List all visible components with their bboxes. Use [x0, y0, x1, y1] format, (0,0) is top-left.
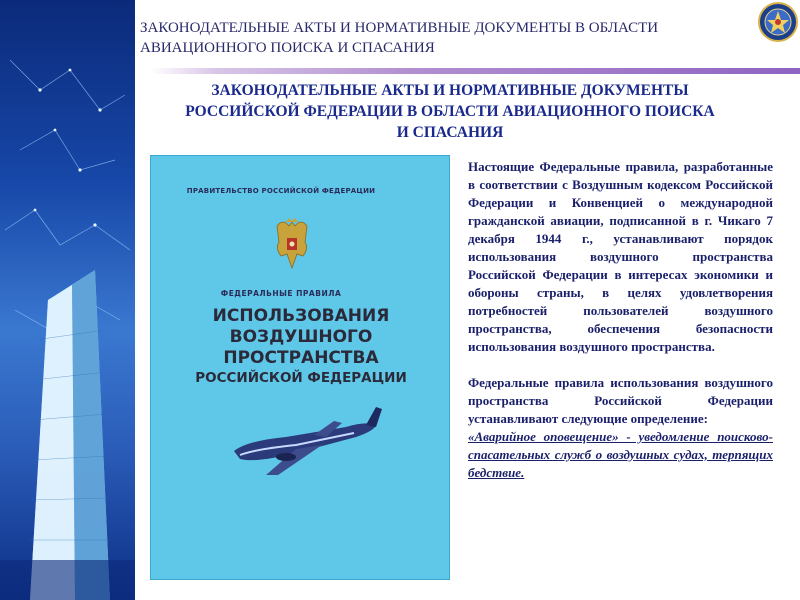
page-title-line3: И СПАСАНИЯ	[396, 124, 504, 141]
skyscraper-illustration	[0, 0, 135, 600]
book-title-line4: РОССИЙСКОЙ ФЕДЕРАЦИИ	[195, 370, 407, 386]
header-title-line2: АВИАЦИОННОГО ПОИСКА И СПАСАНИЯ	[140, 40, 435, 56]
airplane-icon	[226, 401, 386, 481]
body-text	[468, 158, 773, 500]
body-paragraph-1: Настоящие Федеральные правила, разработанные в соответствии с Воздушным кодексом Российской Федерации и Конвенцией о международной гражданской авиации, подписанной в г. Чикаго 7 декабря 1944 г., устанавливают порядок использования воздушного пространства Российской Федерации в интересах экономики и обороны страны, в целях удовлетворения потребностей пользователей воздушного пространства, обеспечения безопасности использования воздушного пространства.	[468, 159, 773, 354]
book-title-line2: ВОЗДУШНОГО	[229, 327, 373, 347]
header-title	[140, 18, 740, 58]
definition-text: «Аварийное оповещение» - уведомление поисково-спасательных служб о воздушных судах, терпящих бедствие.	[468, 429, 773, 480]
book-title-line1: ИСПОЛЬЗОВАНИЯ	[212, 306, 390, 326]
page-title	[140, 80, 760, 143]
coat-of-arms-icon	[269, 218, 315, 272]
page-title-line2: РОССИЙСКОЙ ФЕДЕРАЦИИ В ОБЛАСТИ АВИАЦИОННОГО ПОИСКА	[185, 103, 715, 120]
body-paragraph-2	[468, 374, 773, 482]
book-government-label: ПРАВИТЕЛЬСТВО РОССИЙСКОЙ ФЕДЕРАЦИИ	[186, 187, 376, 195]
decorative-side-panel	[0, 0, 135, 600]
body-paragraph-2-text: Федеральные правила использования воздушного пространства Российской Федерации устанавливают следующие определение:	[468, 375, 773, 426]
book-federal-rules-label: ФЕДЕРАЛЬНЫЕ ПРАВИЛА	[220, 289, 342, 298]
book-title-line3: ПРОСТРАНСТВА	[223, 348, 379, 368]
emblem-icon	[758, 2, 798, 42]
book-cover-image	[150, 155, 450, 580]
header-title-line1: ЗАКОНОДАТЕЛЬНЫЕ АКТЫ И НОРМАТИВНЫЕ ДОКУМЕНТЫ В ОБЛАСТИ	[140, 20, 659, 36]
header-divider	[150, 68, 800, 74]
page-title-line1: ЗАКОНОДАТЕЛЬНЫЕ АКТЫ И НОРМАТИВНЫЕ ДОКУМЕНТЫ	[211, 82, 689, 99]
